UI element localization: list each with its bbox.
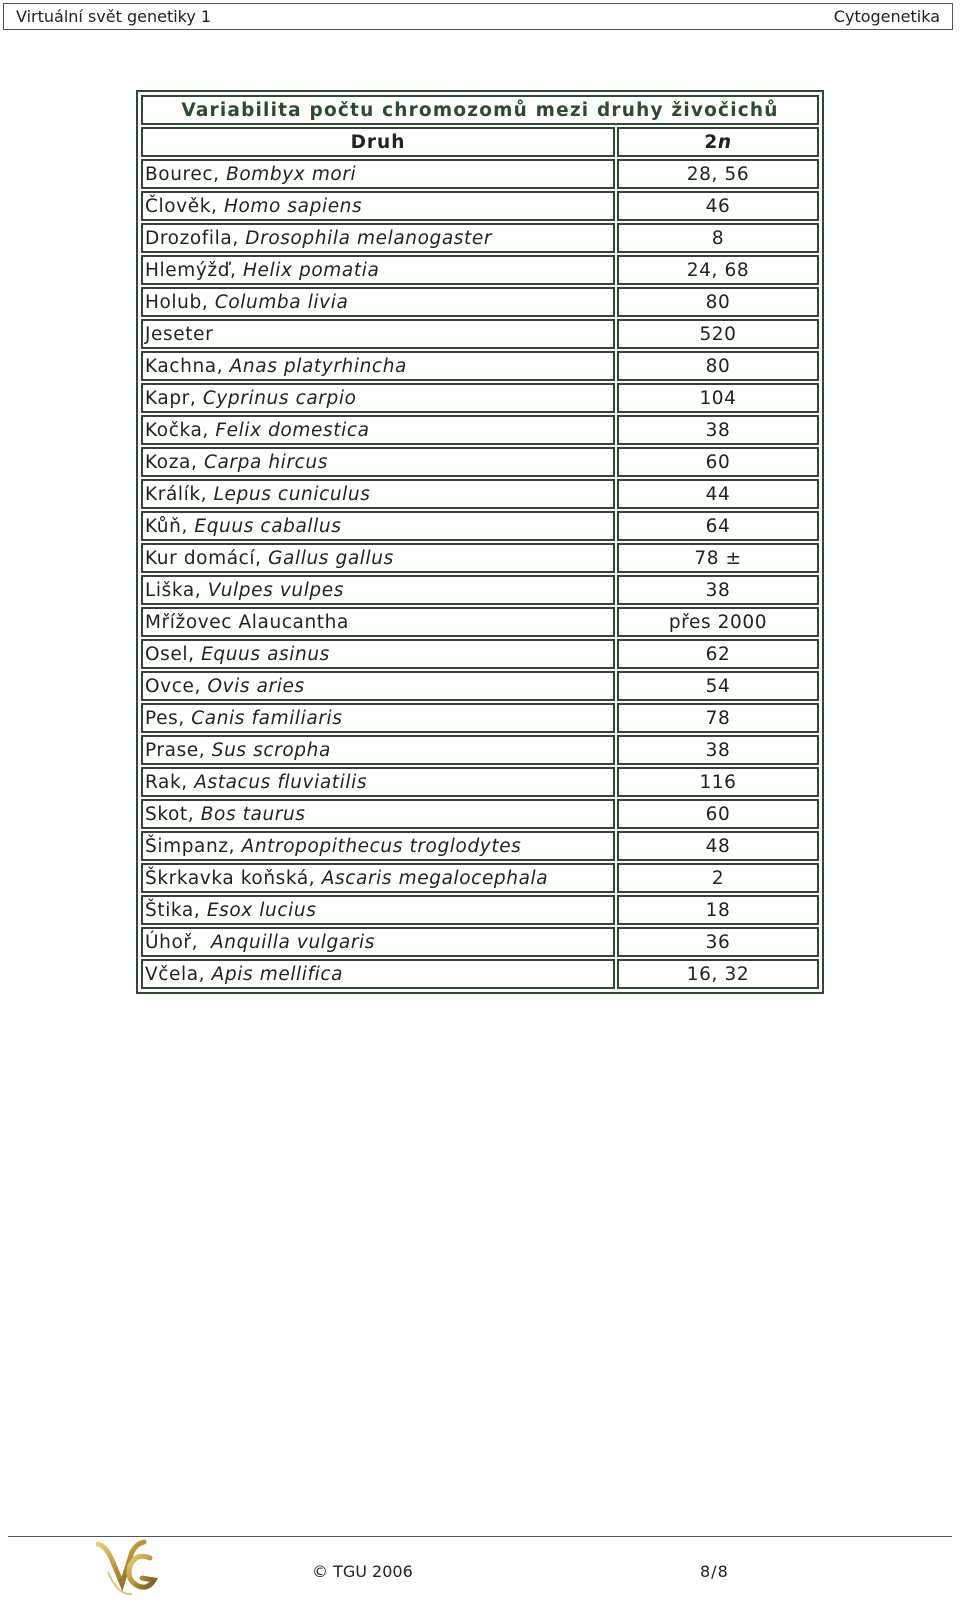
species-cell xyxy=(141,639,615,669)
table-row xyxy=(141,671,819,701)
species-common-name: Hlemýžď, xyxy=(145,259,244,281)
species-cell xyxy=(141,479,615,509)
species-latin-name: Gallus gallus xyxy=(268,547,394,569)
species-common-name: Jeseter xyxy=(145,323,214,345)
table-row xyxy=(141,383,819,413)
species-cell xyxy=(141,735,615,765)
species-common-name: Včela, xyxy=(145,963,212,985)
species-cell xyxy=(141,447,615,477)
species-common-name: Kachna, xyxy=(145,355,230,377)
species-common-name: Osel, xyxy=(145,643,202,665)
species-common-name: Člověk, xyxy=(145,195,224,217)
species-common-name: Kapr, xyxy=(145,387,203,409)
chromosome-count-cell: 18 xyxy=(617,895,819,925)
species-latin-name: Astacus fluviatilis xyxy=(194,771,368,793)
species-cell xyxy=(141,223,615,253)
chromosome-count-cell: 36 xyxy=(617,927,819,957)
table-row xyxy=(141,159,819,189)
table-row xyxy=(141,351,819,381)
table-header-row xyxy=(141,127,819,157)
species-common-name: Škrkavka koňská, xyxy=(145,867,322,889)
table-row xyxy=(141,287,819,317)
species-common-name: Bourec, xyxy=(145,163,227,185)
table-row xyxy=(141,767,819,797)
species-common-name: Prase, xyxy=(145,739,212,761)
species-latin-name: Drosophila melanogaster xyxy=(245,227,493,249)
species-cell xyxy=(141,671,615,701)
chromosome-count-cell: 28, 56 xyxy=(617,159,819,189)
table-body xyxy=(141,159,819,989)
chromosome-count-cell: 116 xyxy=(617,767,819,797)
species-latin-name: Vulpes vulpes xyxy=(207,579,344,601)
species-latin-name: Columba livia xyxy=(214,291,349,313)
species-cell xyxy=(141,799,615,829)
chromosome-count-cell: 38 xyxy=(617,575,819,605)
header-left-title: Virtuální svět genetiky 1 xyxy=(16,7,212,26)
species-latin-name: Bos taurus xyxy=(200,803,306,825)
species-latin-name: Esox lucius xyxy=(206,899,317,921)
species-common-name: Štika, xyxy=(145,899,207,921)
species-cell xyxy=(141,607,615,637)
column-header-species: Druh xyxy=(141,127,615,157)
species-latin-name: Anquilla vulgaris xyxy=(211,931,376,953)
chromosome-count-cell: přes 2000 xyxy=(617,607,819,637)
species-common-name: Ovce, xyxy=(145,675,208,697)
footer-copyright: © TGU 2006 xyxy=(312,1562,413,1581)
table-row xyxy=(141,639,819,669)
chromosome-count-cell: 44 xyxy=(617,479,819,509)
species-common-name: Drozofila, xyxy=(145,227,246,249)
chromosome-count-cell: 16, 32 xyxy=(617,959,819,989)
chromosome-count-cell: 54 xyxy=(617,671,819,701)
species-cell xyxy=(141,575,615,605)
chromosome-count-cell: 80 xyxy=(617,287,819,317)
species-common-name: Kočka, xyxy=(145,419,216,441)
species-common-name: Koza, xyxy=(145,451,204,473)
species-cell xyxy=(141,863,615,893)
table-row xyxy=(141,863,819,893)
table-row xyxy=(141,543,819,573)
column-header-count-symbol: n xyxy=(717,131,732,153)
chromosome-count-cell: 60 xyxy=(617,447,819,477)
header-right-title: Cytogenetika xyxy=(833,7,940,26)
species-common-name: Pes, xyxy=(145,707,192,729)
species-cell xyxy=(141,927,615,957)
table-row xyxy=(141,511,819,541)
species-latin-name: Antropopithecus troglodytes xyxy=(241,835,522,857)
column-header-count-prefix: 2 xyxy=(704,131,718,153)
table-row xyxy=(141,447,819,477)
species-common-name: Kůň, xyxy=(145,515,195,537)
svg-monogram-logo-icon xyxy=(92,1538,162,1602)
species-cell xyxy=(141,415,615,445)
species-common-name: Králík, xyxy=(145,483,214,505)
page-header xyxy=(3,3,953,30)
species-cell xyxy=(141,383,615,413)
table-row xyxy=(141,927,819,957)
table-title-row xyxy=(141,95,819,125)
chromosome-count-cell: 520 xyxy=(617,319,819,349)
species-common-name: Holub, xyxy=(145,291,215,313)
chromosome-count-cell: 46 xyxy=(617,191,819,221)
table-row xyxy=(141,255,819,285)
chromosome-count-cell: 48 xyxy=(617,831,819,861)
table-row xyxy=(141,319,819,349)
species-cell xyxy=(141,191,615,221)
species-latin-name: Canis familiaris xyxy=(191,707,343,729)
species-common-name: Kur domácí, xyxy=(145,547,269,569)
species-common-name: Liška, xyxy=(145,579,208,601)
chromosome-count-cell: 24, 68 xyxy=(617,255,819,285)
chromosome-count-cell: 8 xyxy=(617,223,819,253)
table-title: Variabilita počtu chromozomů mezi druhy živočichů xyxy=(141,95,819,125)
species-latin-name: Cyprinus carpio xyxy=(202,387,357,409)
species-common-name: Šimpanz, xyxy=(145,835,242,857)
footer-page-number: 8/8 xyxy=(700,1562,729,1581)
column-header-chromosome-count xyxy=(617,127,819,157)
table-row xyxy=(141,479,819,509)
table-row xyxy=(141,959,819,989)
species-cell xyxy=(141,511,615,541)
species-latin-name: Anas platyrhincha xyxy=(229,355,407,377)
table-row xyxy=(141,703,819,733)
species-latin-name: Ovis aries xyxy=(207,675,305,697)
table-row xyxy=(141,223,819,253)
table-row xyxy=(141,735,819,765)
chromosome-count-cell: 2 xyxy=(617,863,819,893)
species-common-name: Úhoř, xyxy=(145,931,212,953)
species-latin-name: Equus asinus xyxy=(201,643,330,665)
chromosome-count-cell: 80 xyxy=(617,351,819,381)
chromosome-count-cell: 78 ± xyxy=(617,543,819,573)
chromosome-table-frame xyxy=(136,90,824,994)
chromosome-table xyxy=(139,93,821,991)
footer-divider xyxy=(8,1536,952,1537)
chromosome-count-cell: 38 xyxy=(617,735,819,765)
table-row xyxy=(141,607,819,637)
table-row xyxy=(141,191,819,221)
species-latin-name: Ascaris megalocephala xyxy=(321,867,549,889)
chromosome-count-cell: 60 xyxy=(617,799,819,829)
species-latin-name: Bombyx mori xyxy=(226,163,357,185)
table-row xyxy=(141,831,819,861)
species-cell xyxy=(141,287,615,317)
table-row xyxy=(141,895,819,925)
species-cell xyxy=(141,351,615,381)
species-latin-name: Felix domestica xyxy=(215,419,370,441)
species-cell xyxy=(141,703,615,733)
chromosome-count-cell: 64 xyxy=(617,511,819,541)
species-cell xyxy=(141,959,615,989)
species-cell xyxy=(141,767,615,797)
species-latin-name: Homo sapiens xyxy=(223,195,363,217)
species-common-name: Skot, xyxy=(145,803,201,825)
species-cell xyxy=(141,319,615,349)
species-latin-name: Carpa hircus xyxy=(203,451,328,473)
species-common-name: Rak, xyxy=(145,771,195,793)
chromosome-count-cell: 38 xyxy=(617,415,819,445)
species-cell xyxy=(141,831,615,861)
table-row xyxy=(141,415,819,445)
chromosome-count-cell: 62 xyxy=(617,639,819,669)
species-latin-name: Equus caballus xyxy=(194,515,342,537)
species-cell xyxy=(141,543,615,573)
species-cell xyxy=(141,159,615,189)
species-cell xyxy=(141,255,615,285)
chromosome-count-cell: 104 xyxy=(617,383,819,413)
species-latin-name: Lepus cuniculus xyxy=(213,483,371,505)
species-latin-name: Sus scropha xyxy=(211,739,331,761)
species-cell xyxy=(141,895,615,925)
species-common-name: Mřížovec Alaucantha xyxy=(145,611,349,633)
species-latin-name: Helix pomatia xyxy=(243,259,380,281)
table-row xyxy=(141,799,819,829)
chromosome-count-cell: 78 xyxy=(617,703,819,733)
species-latin-name: Apis mellifica xyxy=(211,963,344,985)
table-row xyxy=(141,575,819,605)
